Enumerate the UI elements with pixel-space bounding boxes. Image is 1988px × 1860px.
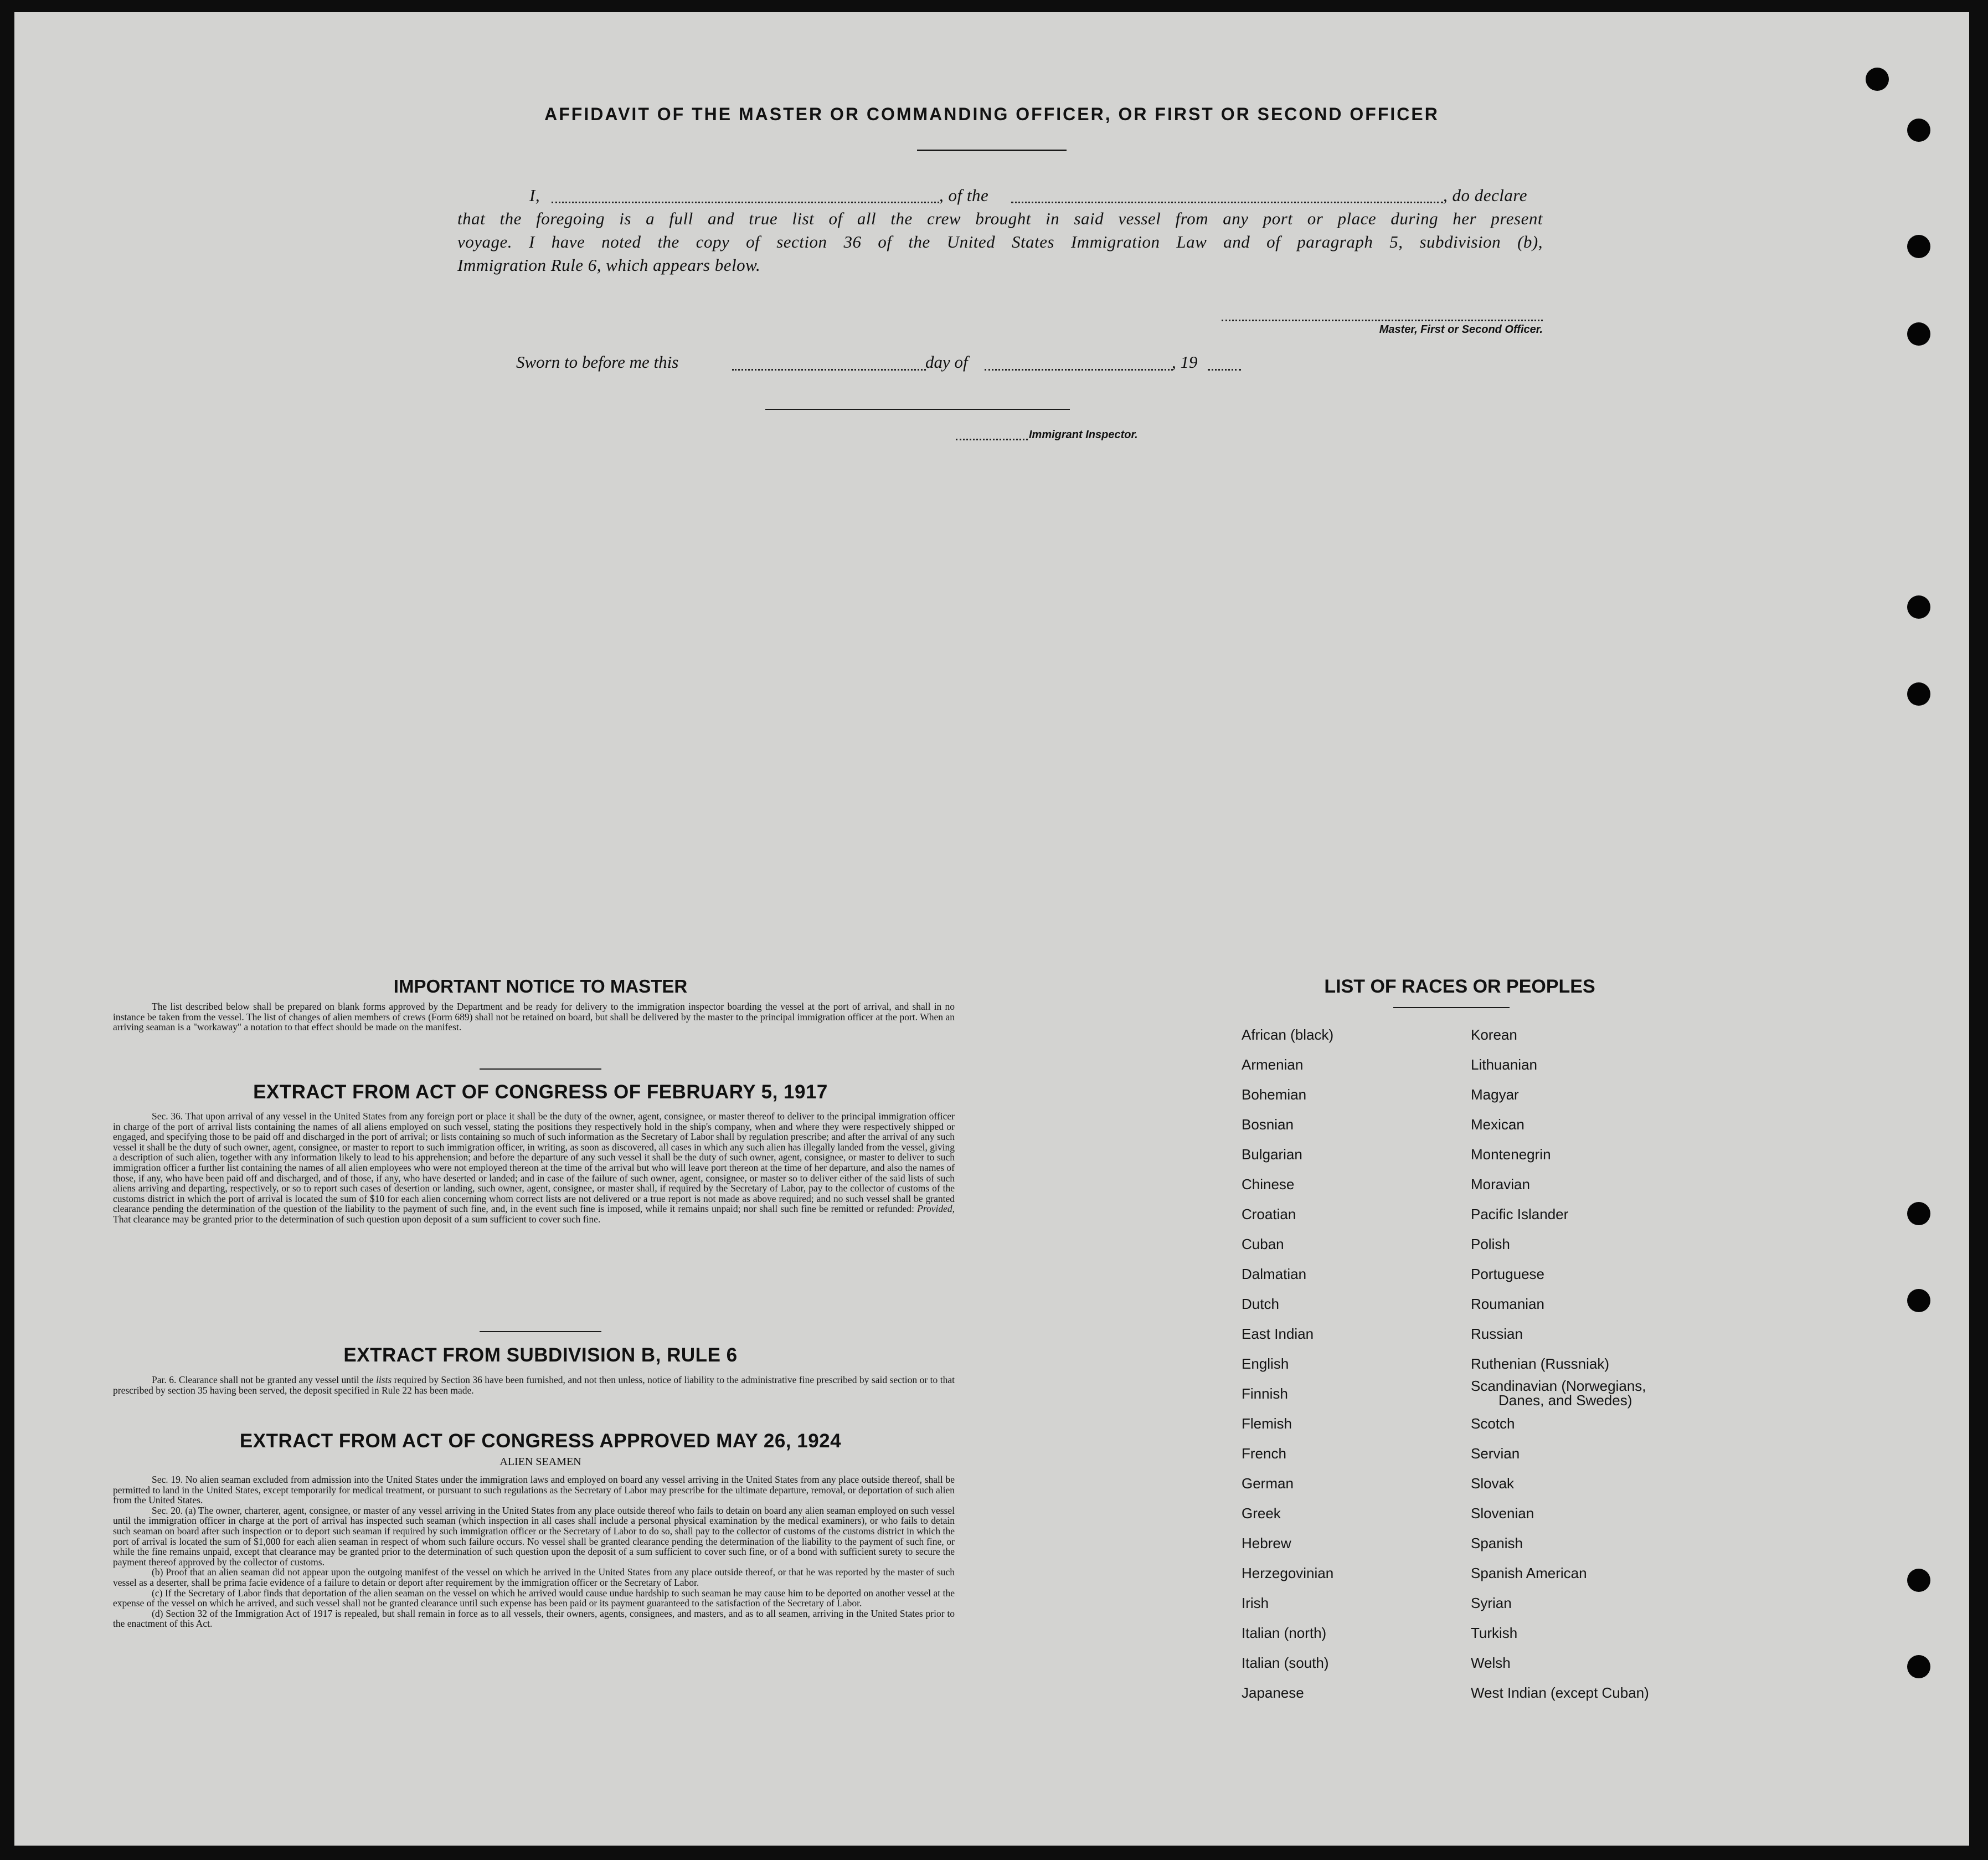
extract-1924-title: EXTRACT FROM ACT OF CONGRESS APPROVED MAY 26, 1924 (239, 1430, 842, 1452)
title-divider (917, 150, 1067, 151)
inspector-caption: Immigrant Inspector. (1029, 429, 1138, 441)
lists-word: lists (375, 1374, 392, 1385)
inspector-signature-line[interactable] (765, 409, 1070, 410)
race-item: German (1242, 1475, 1294, 1492)
affidavit-of-label: , of the (939, 186, 989, 205)
notice-text (113, 1001, 955, 1032)
race-item: Pacific Islander (1471, 1206, 1569, 1222)
notice-title: IMPORTANT NOTICE TO MASTER (393, 976, 688, 996)
subdivision-text (113, 1375, 955, 1395)
subdivision-title: EXTRACT FROM SUBDIVISION B, RULE 6 (343, 1344, 738, 1366)
race-item: Scotch (1471, 1415, 1515, 1432)
race-item: Irish (1242, 1595, 1269, 1611)
section-divider (480, 1068, 601, 1070)
notice-paragraph: The list described below shall be prepared on blank forms approved by the Department and be ready for delivery to the immigration inspector boarding the vessel at the port of arrival, and shall in no instance be taken from the vessel. The list of changes of alien members of crews (Form 689) shall not be retained on board, but shall be delivered by the master to the principal immigration officer at the port. When an arriving seaman is a "workaway" a notation to that effect should be made on the manifest. (113, 1001, 955, 1033)
affidavit-line-2: that the foregoing is a full and true list of all the crew brought in said vessel from any port or place during her present (457, 209, 1543, 228)
race-item: Flemish (1242, 1415, 1292, 1432)
race-item: Bosnian (1242, 1116, 1294, 1133)
race-item: Hebrew (1242, 1535, 1291, 1551)
race-item: Korean (1471, 1026, 1517, 1043)
punch-hole (1907, 1569, 1930, 1592)
race-item: Finnish (1242, 1385, 1288, 1402)
race-item: Scandinavian (Norwegians, (1471, 1378, 1646, 1394)
master-signature-line[interactable] (1222, 320, 1543, 321)
vessel-blank[interactable] (1011, 202, 1443, 203)
race-item: Slovak (1471, 1475, 1515, 1492)
races-divider (1393, 1007, 1510, 1008)
section-divider (480, 1331, 601, 1332)
race-item: Turkish (1471, 1625, 1518, 1641)
extract-1917-text (113, 1111, 955, 1225)
race-item: Mexican (1471, 1116, 1525, 1133)
inspector-dots (956, 439, 1028, 440)
sworn-month-blank[interactable] (985, 369, 1173, 371)
punch-hole (1907, 595, 1930, 619)
sec-20c-paragraph: (c) If the Secretary of Labor finds that deportation of the alien seaman on the vessel on which he arrived would cause undue hardship to such seaman he may cause him to be deported on another vessel at the expense of the vessel on which he arrived, and such vessel shall not be granted clearance until such expense has been paid or its payment guaranteed to the satisfaction of the Secretary of Labor. (113, 1587, 955, 1609)
year-label: , 19 (1172, 352, 1198, 372)
race-item: Russian (1471, 1325, 1523, 1342)
race-item: Lithuanian (1471, 1056, 1537, 1073)
affidavit-declare-label: , do declare (1443, 186, 1528, 205)
races-title: LIST OF RACES OR PEOPLES (1324, 976, 1595, 997)
affidavit-line-3: voyage. I have noted the copy of section 36 of the United States Immigration Law and of paragraph 5, subdivision (b), (457, 232, 1543, 251)
race-item: Polish (1471, 1236, 1510, 1252)
race-item: Armenian (1242, 1056, 1304, 1073)
sworn-day-blank[interactable] (732, 369, 926, 371)
name-blank[interactable] (552, 202, 939, 203)
sec-36-text: Sec. 36. That upon arrival of any vessel in the United States from any foreign port or place it shall be the duty of the owner, agent, consignee, or master thereof to deliver to the principal immigration officer in charge of the port of arrival lists containing the names of all aliens employed on such vessel, stating the positions they respectively hold in the ship's company, when and where they were respectively shipped or engaged, and specifying those to be paid off and discharged in the port of arrival; or lists containing so much of such information as the Secretary of Labor shall by regulation prescribe; and after the arrival of any such vessel it shall be the duty of such owner, agent, consignee, or master to report to such immigration officer, in writing, as soon as discovered, all cases in which any such alien has illegally landed from the vessel, giving a description of such alien, together with any information likely to lead to his apprehension; and before the departure of any such vessel it shall be the duty of such owner, agent, consignee, or master to deliver to such immigration officer a further list containing the names of all alien employees who were not employed thereon at the time of the arrival but who will leave port thereon at the time of her departure, and also the names of those, if any, who have been paid off and discharged, and of those, if any, who have deserted or landed; and in case of the failure of such owner, agent, consignee, or master so to deliver either of the said lists of such aliens arriving and departing, respectively, or so to report such cases of desertion or landing, such owner, agent, consignee, or master shall, if required by the Secretary of Labor, pay to the collector of customs of the customs district in which the port of arrival is located the sum of $10 for each alien concerning whom correct lists are not delivered or a true report is not made as above required; and no such vessel shall be granted clearance pending the determination of the question of the liability to the payment of such fine, and, in the event such fine is imposed, while it remains unpaid; nor shall such fine be remitted or refunded: (113, 1111, 955, 1215)
race-item: Dalmatian (1242, 1266, 1307, 1282)
provided-word: Provided, (917, 1203, 955, 1215)
race-item: Spanish (1471, 1535, 1523, 1551)
race-item: Italian (south) (1242, 1655, 1329, 1671)
affidavit-line-4: Immigration Rule 6, which appears below. (457, 255, 761, 275)
race-item: Slovenian (1471, 1505, 1534, 1522)
sec-20b-paragraph: (b) Proof that an alien seaman did not appear upon the outgoing manifest of the vessel on which he arrived in the United States from any place outside thereof, or that he was reported by the master of such vessel as a deserter, shall be prima facie evidence of a failure to detain or deport after requirement by the immigration officer or the Secretary of Labor. (113, 1566, 955, 1588)
race-item: Dutch (1242, 1296, 1279, 1312)
sec-36-text-end: That clearance may be granted prior to the determination of such question upon deposit of a sum sufficient to cover such fine. (113, 1213, 601, 1225)
day-of-label: day of (925, 352, 968, 372)
affidavit-i-label: I, (529, 186, 540, 205)
race-item: Croatian (1242, 1206, 1296, 1222)
punch-hole (1907, 1202, 1930, 1225)
sec-20d-paragraph: (d) Section 32 of the Immigration Act of 1917 is repealed, but shall remain in force as to all vessels, their owners, agents, consignees, and masters, and as to all seamen, arriving in the United States prior to the enactment of this Act. (113, 1607, 955, 1630)
race-item: Bulgarian (1242, 1146, 1302, 1163)
par-6-text-end: required by Section 36 have been furnished, and not then unless, notice of liability to the administrative fine prescribed by said section or to that prescribed by section 35 having been served, the deposit specified in Rule 22 has been made. (113, 1374, 955, 1396)
race-item: Greek (1242, 1505, 1281, 1522)
par-6-paragraph (113, 1375, 955, 1395)
race-item: Ruthenian (Russniak) (1471, 1355, 1610, 1372)
race-item-continued: Danes, and Swedes) (1498, 1392, 1632, 1409)
sworn-year-blank[interactable] (1208, 369, 1241, 371)
race-item: English (1242, 1355, 1289, 1372)
race-item: African (black) (1242, 1026, 1334, 1043)
race-item: Japanese (1242, 1684, 1304, 1701)
extract-1917-title: EXTRACT FROM ACT OF CONGRESS OF FEBRUARY 5, 1917 (253, 1081, 828, 1103)
race-item: Cuban (1242, 1236, 1284, 1252)
race-item: Magyar (1471, 1086, 1519, 1103)
race-item: Syrian (1471, 1595, 1512, 1611)
sworn-line (14, 349, 1969, 377)
alien-seamen-subtitle: ALIEN SEAMEN (499, 1456, 581, 1468)
race-item: West Indian (except Cuban) (1471, 1684, 1649, 1701)
master-signature-caption: Master, First or Second Officer. (1379, 323, 1543, 336)
race-item: Montenegrin (1471, 1146, 1551, 1163)
punch-hole (1907, 235, 1930, 258)
punch-hole (1907, 682, 1930, 706)
race-item: Servian (1471, 1445, 1520, 1462)
race-item: Italian (north) (1242, 1625, 1327, 1641)
sec-20a-paragraph: Sec. 20. (a) The owner, charterer, agent, consignee, or master of any vessel arriving in the United States from any place outside thereof who fails to detain on board any alien seaman employed on such vessel until the immigration officer in charge at the port of arrival has inspected such seaman (which inspection in all cases shall include a personal physical examination by the medical examiners), or who fails to detain such seaman on board after such inspection or to deport such seaman if required by such immigration officer or the Secretary of Labor to do so, shall pay to the collector of customs of the customs district in which the port of arrival is located the sum of $1,000 for each alien seaman in respect of whom such failure occurs. No vessel shall be granted clearance pending the determination of the liability to the payment of such fine, or while the fine remains unpaid, except that clearance may be granted prior to the determination of such question upon the deposit of a sum sufficient to cover such fine, or of a bond with sufficient surety to secure the payment thereof approved by the collector of customs. (113, 1504, 955, 1568)
punch-hole (1866, 68, 1889, 91)
extract-1924-text (113, 1474, 955, 1629)
race-item: Roumanian (1471, 1296, 1544, 1312)
race-item: Spanish American (1471, 1565, 1587, 1581)
race-item: Bohemian (1242, 1086, 1307, 1103)
par-6-text: Par. 6. Clearance shall not be granted any vessel until the (152, 1374, 376, 1385)
sec-19-paragraph: Sec. 19. No alien seaman excluded from admission into the United States under the immigration laws and employed on board any vessel arriving in the United States from any place outside thereof, shall be permitted to land in the United States, except temporarily for medical treatment, or pursuant to such regulations as the Secretary of Labor may prescribe for the ultimate departure, removal, or deportation of such alien from the United States. (113, 1474, 955, 1506)
punch-hole (1907, 322, 1930, 346)
punch-hole (1907, 1655, 1930, 1678)
race-item: Portuguese (1471, 1266, 1544, 1282)
race-item: Welsh (1471, 1655, 1511, 1671)
sec-36-paragraph (113, 1111, 955, 1225)
sworn-label: Sworn to before me this (516, 352, 679, 372)
race-item: Moravian (1471, 1176, 1530, 1193)
affidavit-title: AFFIDAVIT OF THE MASTER OR COMMANDING OFFICER, OR FIRST OR SECOND OFFICER (544, 104, 1439, 124)
race-item: East Indian (1242, 1325, 1314, 1342)
race-item: French (1242, 1445, 1286, 1462)
race-item: Herzegovinian (1242, 1565, 1334, 1581)
race-item: Chinese (1242, 1176, 1295, 1193)
punch-hole (1907, 1289, 1930, 1312)
document-page (14, 12, 1969, 1846)
